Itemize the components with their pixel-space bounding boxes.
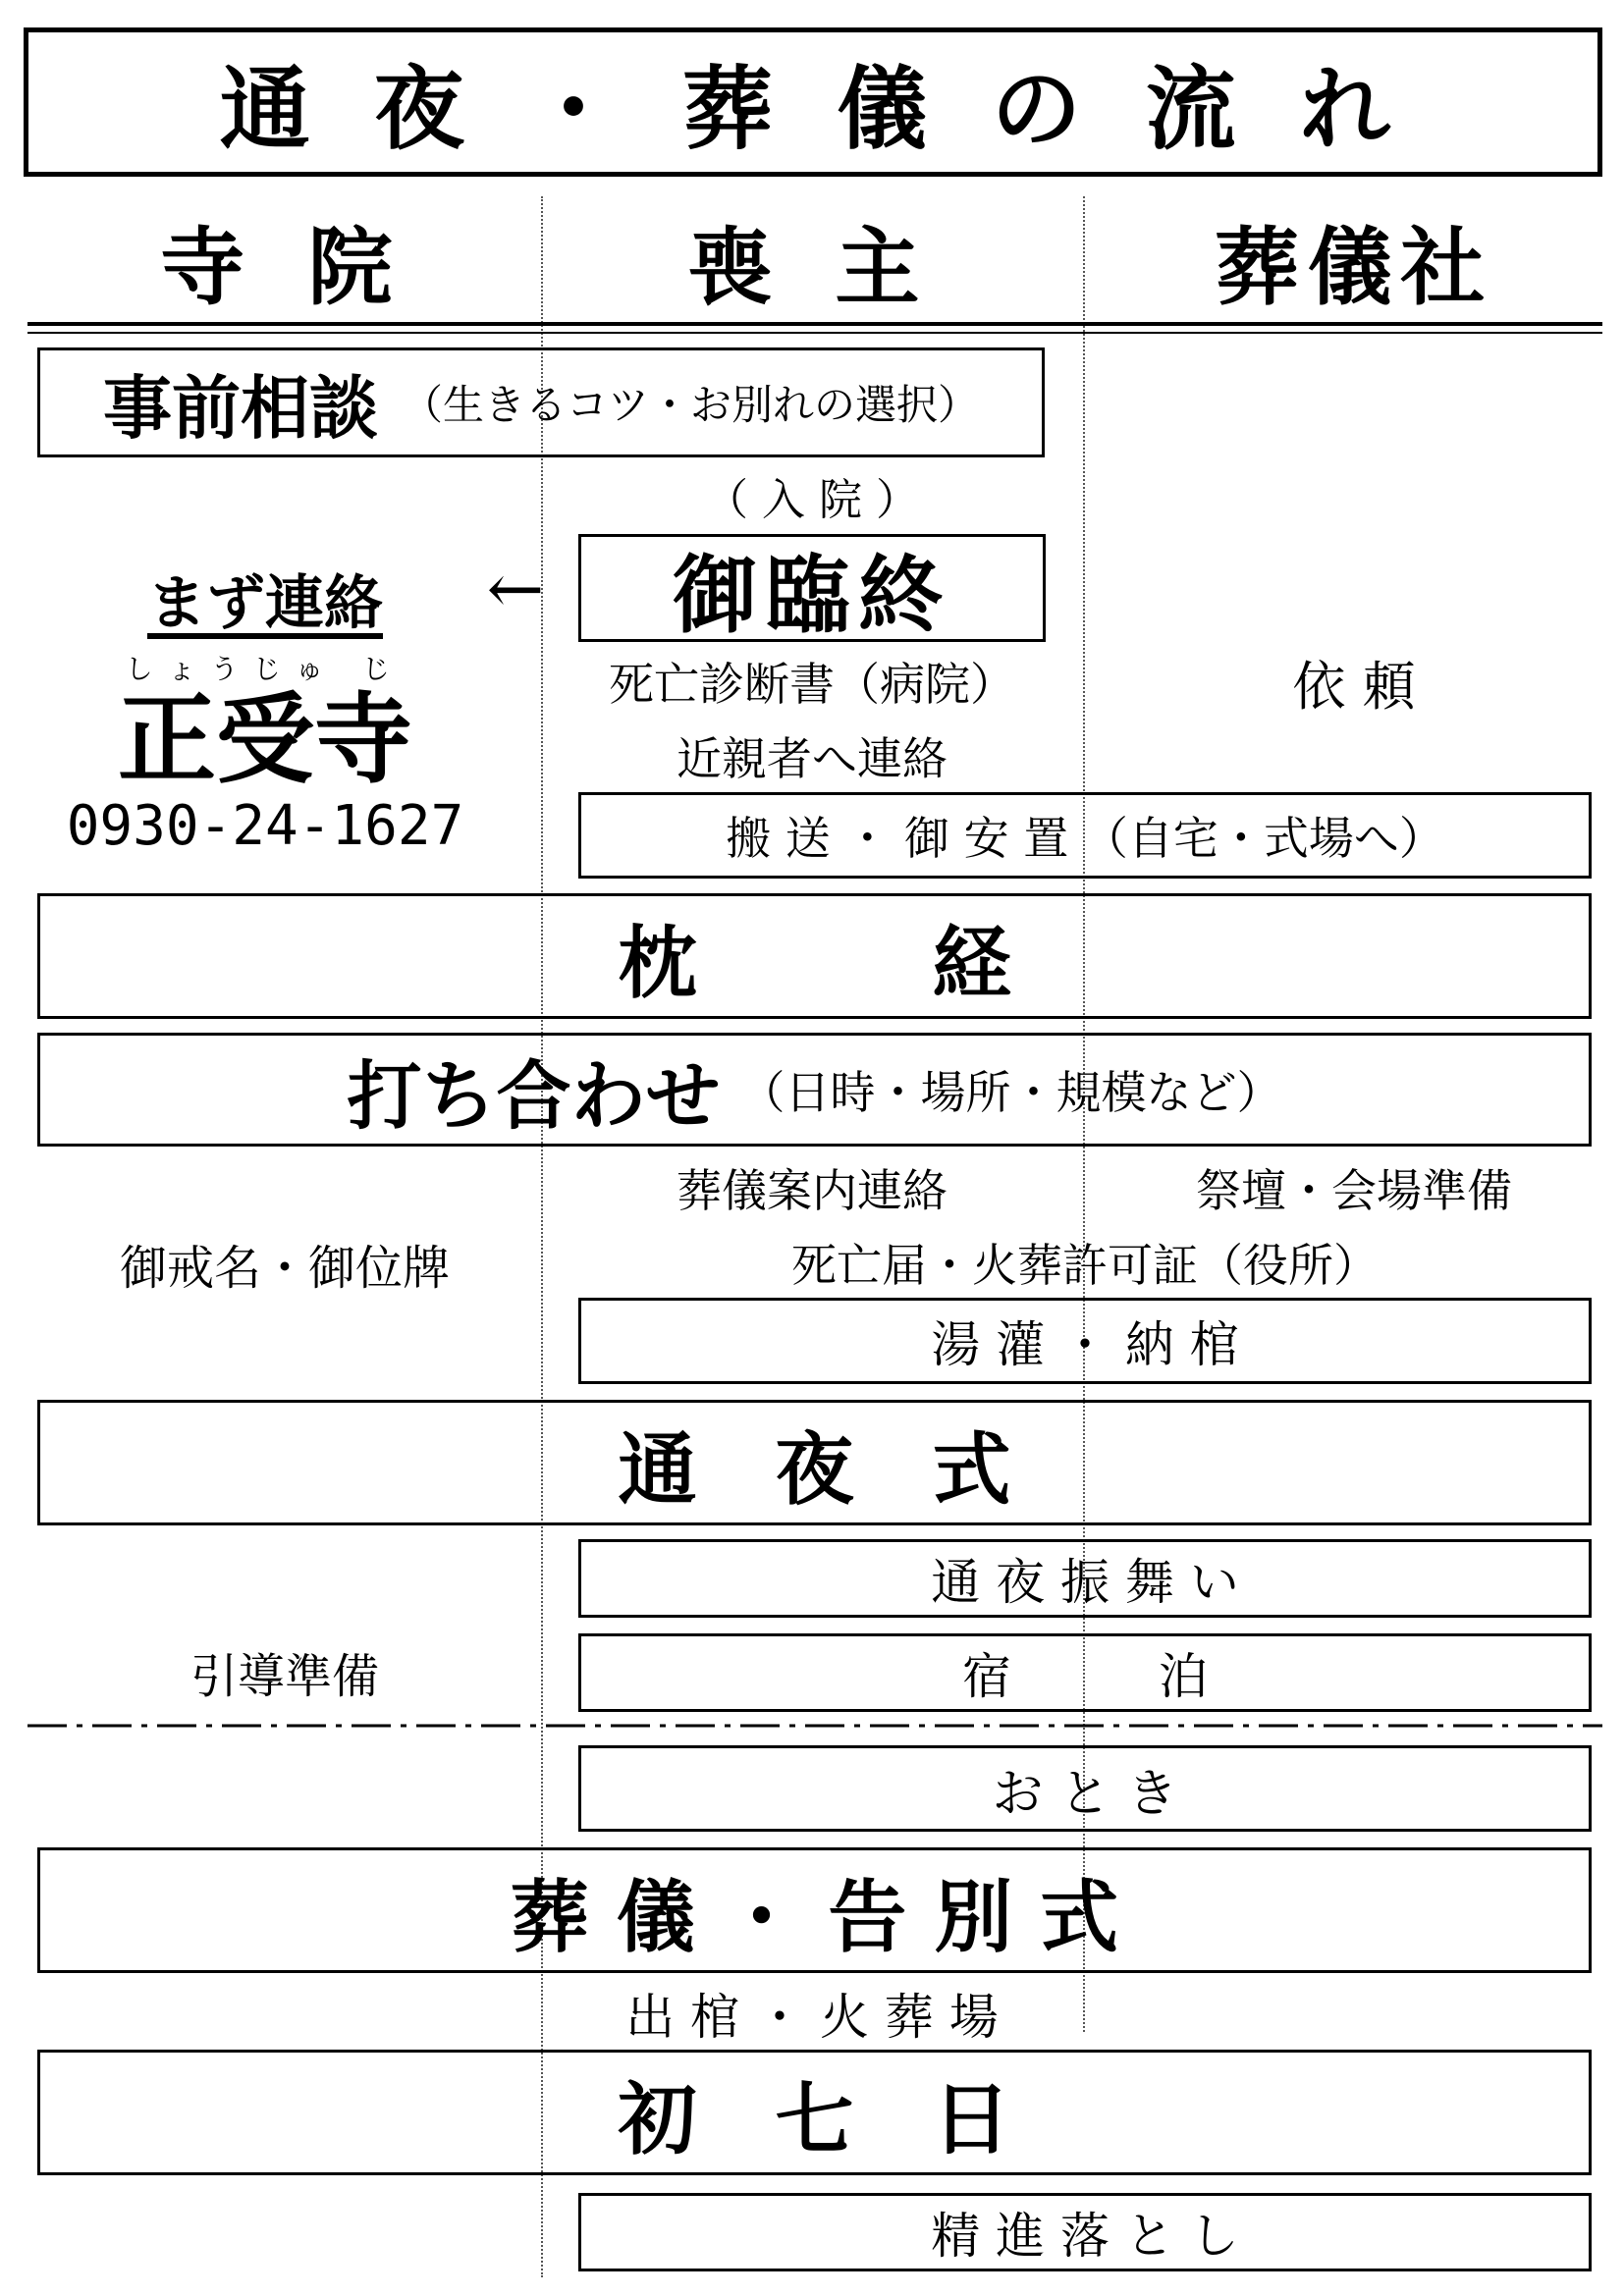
cremation-label: 出 棺 ・ 火 葬 場 [625,1989,999,2046]
day-divider-line [27,1722,1602,1730]
lodging-box: 宿 泊 [578,1633,1592,1712]
death-certificate-label: 死亡診断書（病院） [609,658,1015,711]
first-contact-label: まず連絡 [147,569,383,638]
first-seventh-box: 初 七 日 [37,2050,1592,2175]
column-header-chief-mourner: 喪 主 [687,218,937,317]
otoki-box: お と き [578,1745,1592,1832]
header-double-rule-thin [27,332,1602,334]
hospital-label: （ 入 院 ） [705,475,919,525]
precept-name-label: 御戒名・御位牌 [119,1240,450,1296]
page-title: 通 夜 ・ 葬 儀 の 流 れ [219,56,1407,162]
funeral-ceremony-box: 葬 儀 ・ 告 別 式 [37,1847,1592,1973]
wake-meal-box: 通 夜 振 舞 い [578,1539,1592,1618]
temple-phone: 0930-24-1627 [66,793,464,858]
title-box [24,27,1602,177]
meeting-label: 打ち合わせ [347,1051,721,1140]
death-notice-label: 死亡届・火葬許可証（役所） [791,1239,1379,1292]
request-label: 依 頼 [1292,655,1416,718]
memorial-meal-box: 精 進 落 と し [578,2193,1592,2271]
wake-box: 通 夜 式 [37,1400,1592,1525]
temple-name-reading: しょうじゅ じ [125,653,406,685]
washing-box: 湯 灌 ・ 納 棺 [578,1298,1592,1384]
column-header-temple: 寺 院 [160,218,409,317]
pillow-sutra-box: 枕 経 [37,893,1592,1019]
funeral-notice-label: 葬儀案内連絡 [677,1164,947,1217]
meeting-box [37,1033,1592,1147]
column-header-funeral-company: 葬儀社 [1215,218,1493,317]
altar-prep-label: 祭壇・会場準備 [1196,1164,1512,1217]
transport-box: 搬 送 ・ 御 安 置 （自宅・式場へ） [578,792,1592,879]
consultation-box [37,347,1045,457]
guidance-prep-label: 引導準備 [189,1648,379,1704]
temple-name: 正受寺 [118,681,412,797]
consultation-label: 事前相談 [102,366,378,449]
meeting-note: （日時・場所・規模など） [739,1066,1282,1119]
arrow-left-icon: ← [486,549,545,629]
deathbed-box: 御臨終 [578,534,1046,642]
consultation-note: （生きるコツ・お別れの選択） [401,381,979,429]
header-double-rule [27,322,1602,326]
contact-relatives-label: 近親者へ連絡 [677,732,947,785]
